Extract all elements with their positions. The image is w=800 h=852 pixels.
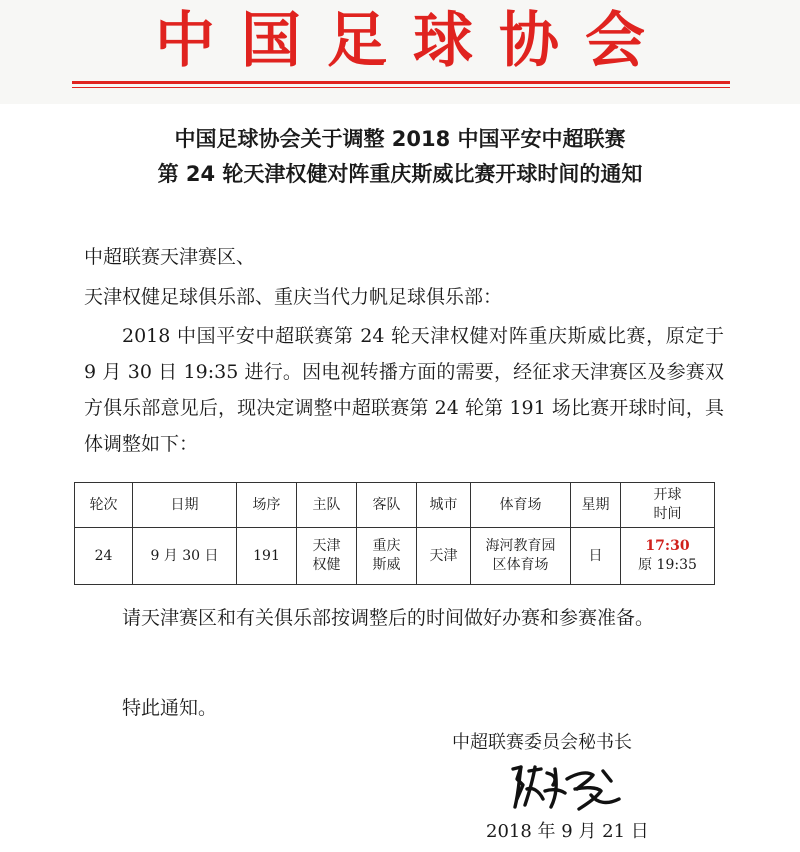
cell-match-no: 191 [237,528,297,585]
handwritten-signature [507,759,627,819]
header-home: 主队 [297,483,357,528]
cell-stadium-line-1: 海河教育园 [485,538,556,554]
recipient-line-2: 天津权健足球俱乐部、重庆当代力帆足球俱乐部： [84,286,503,308]
cell-kickoff [621,528,715,585]
letterhead-rule-thick [72,81,730,84]
schedule-table [74,482,715,585]
header-date: 日期 [133,483,237,528]
notice-title-line-2: 第 24 轮天津权健对阵重庆斯威比赛开球时间的通知 [157,162,643,186]
body-paragraph-2: 请天津赛区和有关俱乐部按调整后的时间做好办赛和参赛准备。 [122,607,655,629]
header-kickoff-line-1: 开球 [653,487,682,503]
cell-weekday: 日 [571,528,621,585]
header-round: 轮次 [75,483,133,528]
signoff-org: 中超联赛委员会秘书长 [452,732,632,753]
cell-kickoff-new: 17:30 [645,538,690,554]
signoff-date: 2018 年 9 月 21 日 [486,821,649,842]
cell-away-line-2: 斯威 [372,557,401,573]
cell-stadium-line-2: 区体育场 [492,557,549,573]
cell-round: 24 [75,528,133,585]
notice-title-line-1: 中国足球协会关于调整 2018 中国平安中超联赛 [174,127,626,151]
cell-away [357,528,417,585]
closing-line: 特此通知。 [122,697,218,719]
cell-city: 天津 [417,528,471,585]
cell-date: 9 月 30 日 [133,528,237,585]
cell-home-line-2: 权健 [312,557,341,573]
table-row [75,528,715,585]
header-match-no: 场序 [237,483,297,528]
header-stadium: 体育场 [471,483,571,528]
cell-home-line-1: 天津 [312,538,341,554]
letterhead-org-name: 中国足球协会 [155,6,671,76]
body-paragraph-1: 2018 中国平安中超联赛第 24 轮天津权健对阵重庆斯威比赛，原定于 9 月 30 日 19:35 进行。因电视转播方面的需要，经征求天津赛区及参赛双方俱乐部意见后，现决定调整中超联赛第 24 轮第 191 场比赛开球时间，具体调整如下： [84,325,724,455]
letterhead [0,0,800,104]
header-away: 客队 [357,483,417,528]
cell-stadium [471,528,571,585]
cell-home [297,528,357,585]
header-city: 城市 [417,483,471,528]
recipient-line-1: 中超联赛天津赛区、 [84,246,256,268]
table-header-row [75,483,715,528]
header-kickoff-line-2: 时间 [653,506,682,522]
cell-away-line-1: 重庆 [372,538,401,554]
letterhead-rule-thin [72,87,730,88]
header-weekday: 星期 [571,483,621,528]
cell-kickoff-old: 原 19:35 [638,557,697,573]
header-kickoff [621,483,715,528]
signature-icon [507,759,627,815]
